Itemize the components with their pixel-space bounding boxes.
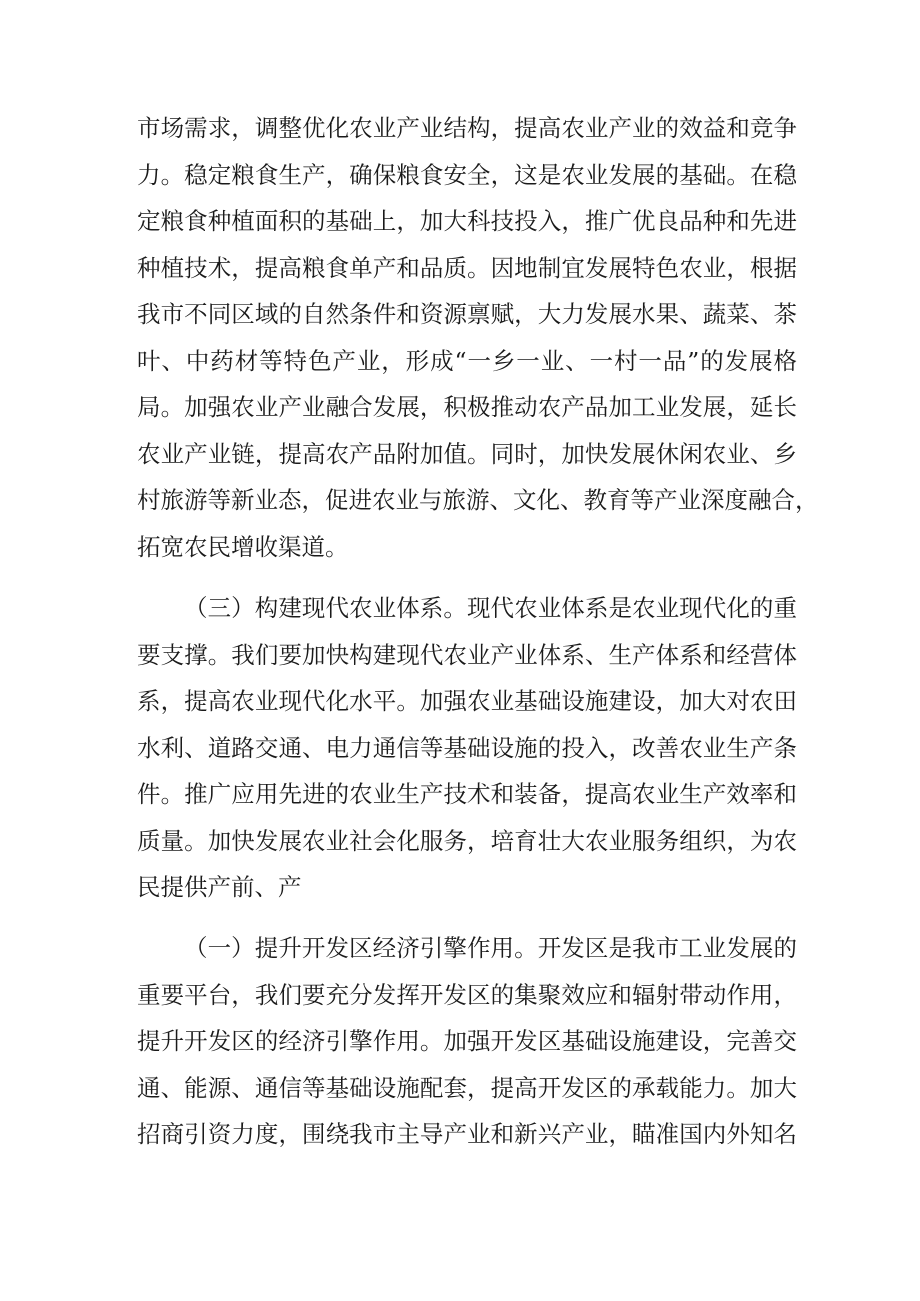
text-line: 重要平台，我们要充分发挥开发区的集聚效应和辐射带动作用， xyxy=(137,980,797,1009)
text-line: 拓宽农民增收渠道。 xyxy=(137,532,349,561)
text-line: 件。推广应用先进的农业生产技术和装备，提高农业生产效率和 xyxy=(137,780,797,808)
text-line: 市场需求，调整优化农业产业结构，提高农业产业的效益和竞争 xyxy=(137,114,797,142)
text-line: 叶、中药材等特色产业，形成“一乡一业、一村一品”的发展格 xyxy=(137,346,797,375)
text-line: 质量。加快发展农业社会化服务，培育壮大农业服务组织，为农 xyxy=(137,826,797,855)
text-line: 种植技术，提高粮食单产和品质。因地制宜发展特色农业，根据 xyxy=(137,253,797,282)
text-line: 村旅游等新业态，促进农业与旅游、文化、教育等产业深度融合， xyxy=(137,486,819,514)
text-line: 民提供产前、产 xyxy=(137,873,302,901)
paragraph-modern-agriculture-system xyxy=(137,585,797,911)
text-line: 力。稳定粮食生产，确保粮食安全，这是农业发展的基础。在稳 xyxy=(137,160,797,189)
text-line: 水利、道路交通、电力通信等基础设施的投入，改善农业生产条 xyxy=(137,733,797,762)
text-line: 系，提高农业现代化水平。加强农业基础设施建设，加大对农田 xyxy=(137,687,797,715)
text-line: 我市不同区域的自然条件和资源禀赋，大力发展水果、蔬菜、茶 xyxy=(137,300,797,328)
text-line: （三）构建现代农业体系。现代农业体系是农业现代化的重 xyxy=(184,594,797,622)
text-line: 局。加强农业产业融合发展，积极推动农产品加工业发展，延长 xyxy=(137,393,797,421)
paragraph-agriculture-structure xyxy=(137,105,819,570)
text-line: 农业产业链，提高农产品附加值。同时，加快发展休闲农业、乡 xyxy=(137,439,797,468)
text-line: 招商引资力度，围绕我市主导产业和新兴产业，瞄准国内外知名 xyxy=(137,1120,797,1148)
paragraph-development-zone xyxy=(137,925,797,1158)
text-line: 通、能源、通信等基础设施配套，提高开发区的承载能力。加大 xyxy=(137,1073,797,1102)
text-line: （一）提升开发区经济引擎作用。开发区是我市工业发展的 xyxy=(184,934,797,962)
text-line: 提升开发区的经济引擎作用。加强开发区基础设施建设，完善交 xyxy=(137,1027,797,1055)
text-line: 定粮食种植面积的基础上，加大科技投入，推广优良品种和先进 xyxy=(137,207,797,235)
text-line: 要支撑。我们要加快构建现代农业产业体系、生产体系和经营体 xyxy=(137,640,797,669)
